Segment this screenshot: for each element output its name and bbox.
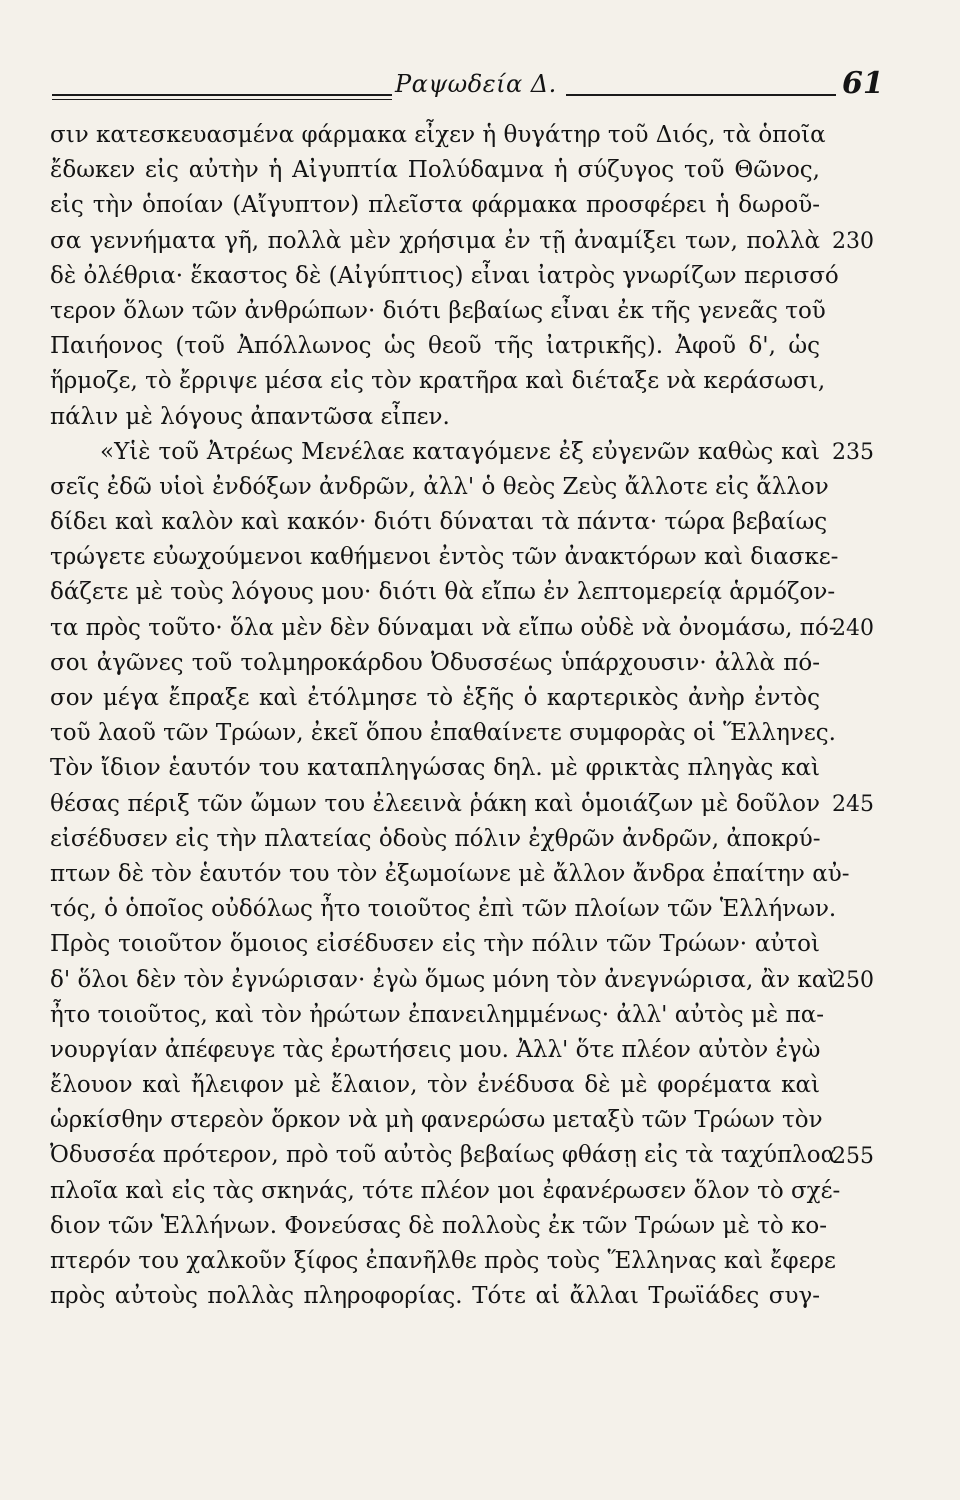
text-line: νουργίαν ἀπέφευγε τὰς ἐρωτήσεις μου. Ἀλλ' ὅτε πλέον αὐτὸν ἐγὼ xyxy=(50,1036,821,1063)
text-line: τρώγετε εὐωχούμενοι καθήμενοι ἐντὸς τῶν ἀνακτόρων καὶ διασκε- xyxy=(50,544,839,571)
text-line: ἥρμοζε, τὸ ἔρριψε μέσα εἰς τὸν κρατῆρα καὶ διέταξε νὰ κεράσωσι, xyxy=(50,368,826,395)
verse-number: 250 xyxy=(832,967,874,993)
text-line: σεῖς ἐδῶ υἱοὶ ἐνδόξων ἀνδρῶν, ἀλλ' ὁ θεὸς Ζεὺς ἄλλοτε εἰς ἄλλον xyxy=(50,473,829,500)
text-line: σον μέγα ἔπραξε καὶ ἐτόλμησε τὸ ἑξῆς ὁ καρτερικὸς ἀνὴρ ἐντὸς xyxy=(50,685,820,711)
text-line: ἔδωκεν εἰς αὐτὴν ἡ Αἰγυπτία Πολύδαμνα ἡ σύζυγος τοῦ Θῶνος, xyxy=(50,157,820,184)
text-line: Πρὸς τοιοῦτον ὅμοιος εἰσέδυσεν εἰς τὴν πόλιν τῶν Τρώων· αὐτοὶ xyxy=(50,931,820,958)
verse-number: 240 xyxy=(832,615,874,641)
verse-number: 230 xyxy=(832,228,874,254)
text-line: σοι ἀγῶνες τοῦ τολμηροκάρδου Ὀδυσσέως ὑπάρχουσιν· ἀλλὰ πό- xyxy=(50,649,820,676)
text-line: δίδει καὶ καλὸν καὶ κακόν· διότι δύναται τὰ πάντα· τώρα βεβαίως xyxy=(50,509,828,536)
running-title: Ραψωδεία Δ. xyxy=(395,70,557,98)
text-line: τοῦ λαοῦ τῶν Τρώων, ἐκεῖ ὅπου ἐπαθαίνετε συμφορὰς οἱ Ἕλληνες. xyxy=(50,720,836,747)
body-text xyxy=(50,118,850,1314)
text-line: ὡρκίσθην στερεὸν ὅρκον νὰ μὴ φανερώσω μεταξὺ τῶν Τρώων τὸν xyxy=(50,1107,823,1134)
text-line: Τὸν ἴδιον ἑαυτόν του καταπληγώσας δηλ. μὲ φρικτὰς πληγὰς καὶ xyxy=(50,755,820,782)
text-line: δάζετε μὲ τοὺς λόγους μου· διότι θὰ εἴπω ἐν λεπτομερείᾳ ἁρμόζον- xyxy=(50,579,836,606)
text-line: Ὀδυσσέα πρότερον, πρὸ τοῦ αὐτὸς βεβαίως φθάσῃ εἰς τὰ ταχύπλοα xyxy=(50,1142,837,1169)
header-rule-right xyxy=(566,94,836,96)
text-line: τός, ὁ ὁποῖος οὐδόλως ἦτο τοιοῦτος ἐπὶ τῶν πλοίων τῶν Ἑλλήνων. xyxy=(50,896,837,923)
text-line: «Υἱὲ τοῦ Ἀτρέως Μενέλαε καταγόμενε ἐξ εὐγενῶν καθὼς καὶ xyxy=(100,438,820,465)
text-line: Παιήονος (τοῦ Ἀπόλλωνος ὡς θεοῦ τῆς ἰατρικῆς). Ἀφοῦ δ', ὡς xyxy=(50,333,820,360)
text-line: εἰσέδυσεν εἰς τὴν πλατείας ὁδοὺς πόλιν ἐχθρῶν ἀνδρῶν, ἀποκρύ- xyxy=(50,825,821,852)
text-line: θέσας πέριξ τῶν ὤμων του ἐλεεινὰ ῥάκη καὶ ὁμοιάζων μὲ δοῦλον xyxy=(50,790,820,817)
text-line: τερον ὅλων τῶν ἀνθρώπων· διότι βεβαίως εἶναι ἐκ τῆς γενεᾶς τοῦ xyxy=(50,297,826,324)
text-line: πλοῖα καὶ εἰς τὰς σκηνάς, τότε πλέον μοι ἐφανέρωσεν ὅλον τὸ σχέ- xyxy=(50,1177,841,1204)
text-line: σα γεννήματα γῆ, πολλὰ μὲν χρήσιμα ἐν τῇ ἀναμίξει των, πολλὰ xyxy=(50,227,820,254)
header-rule-left xyxy=(52,94,392,96)
page-number: 61 xyxy=(842,66,884,101)
text-line: εἰς τὴν ὁποίαν (Αἴγυπτον) πλεῖστα φάρμακα προσφέρει ἡ δωροῦ- xyxy=(50,192,820,219)
verse-number: 255 xyxy=(832,1143,874,1169)
text-line: πτων δὲ τὸν ἑαυτόν του τὸν ἐξωμοίωνε μὲ ἄλλον ἄνδρα ἐπαίτην αὐ- xyxy=(50,860,850,887)
text-line: πρὸς αὐτοὺς πολλὰς πληροφορίας. Τότε αἱ ἄλλαι Τρωϊάδες συγ- xyxy=(50,1283,820,1310)
text-line: δ' ὅλοι δὲν τὸν ἐγνώρισαν· ἐγὼ ὅμως μόνη τὸν ἀνεγνώρισα, ἂν καὶ xyxy=(50,966,837,993)
verse-number: 235 xyxy=(832,439,874,465)
text-line: ἦτο τοιοῦτος, καὶ τὸν ἠρώτων ἐπανειλημμένως· ἀλλ' αὐτὸς μὲ πα- xyxy=(50,1001,825,1028)
text-line: ἔλουον καὶ ἤλειφον μὲ ἔλαιον, τὸν ἐνέδυσα δὲ μὲ φορέματα καὶ xyxy=(50,1072,820,1099)
text-line: διον τῶν Ἑλλήνων. Φονεύσας δὲ πολλοὺς ἐκ τῶν Τρώων μὲ τὸ κο- xyxy=(50,1212,827,1239)
text-line: πτερόν του χαλκοῦν ξίφος ἐπανῆλθε πρὸς τοὺς Ἕλληνας καὶ ἔφερε xyxy=(50,1248,836,1274)
text-line: σιν κατεσκευασμένα φάρμακα εἶχεν ἡ θυγάτηρ τοῦ Διός, τὰ ὁποῖα xyxy=(50,122,826,148)
text-line: τα πρὸς τοῦτο· ὅλα μὲν δὲν δύναμαι νὰ εἴπω οὐδὲ νὰ ὀνομάσω, πό- xyxy=(50,614,837,641)
verse-number: 245 xyxy=(832,791,874,817)
text-line: δὲ ὀλέθρια· ἕκαστος δὲ (Αἰγύπτιος) εἶναι ἰατρὸς γνωρίζων περισσό xyxy=(50,262,839,289)
text-line: πάλιν μὲ λόγους ἀπαντῶσα εἶπεν. xyxy=(50,403,450,430)
